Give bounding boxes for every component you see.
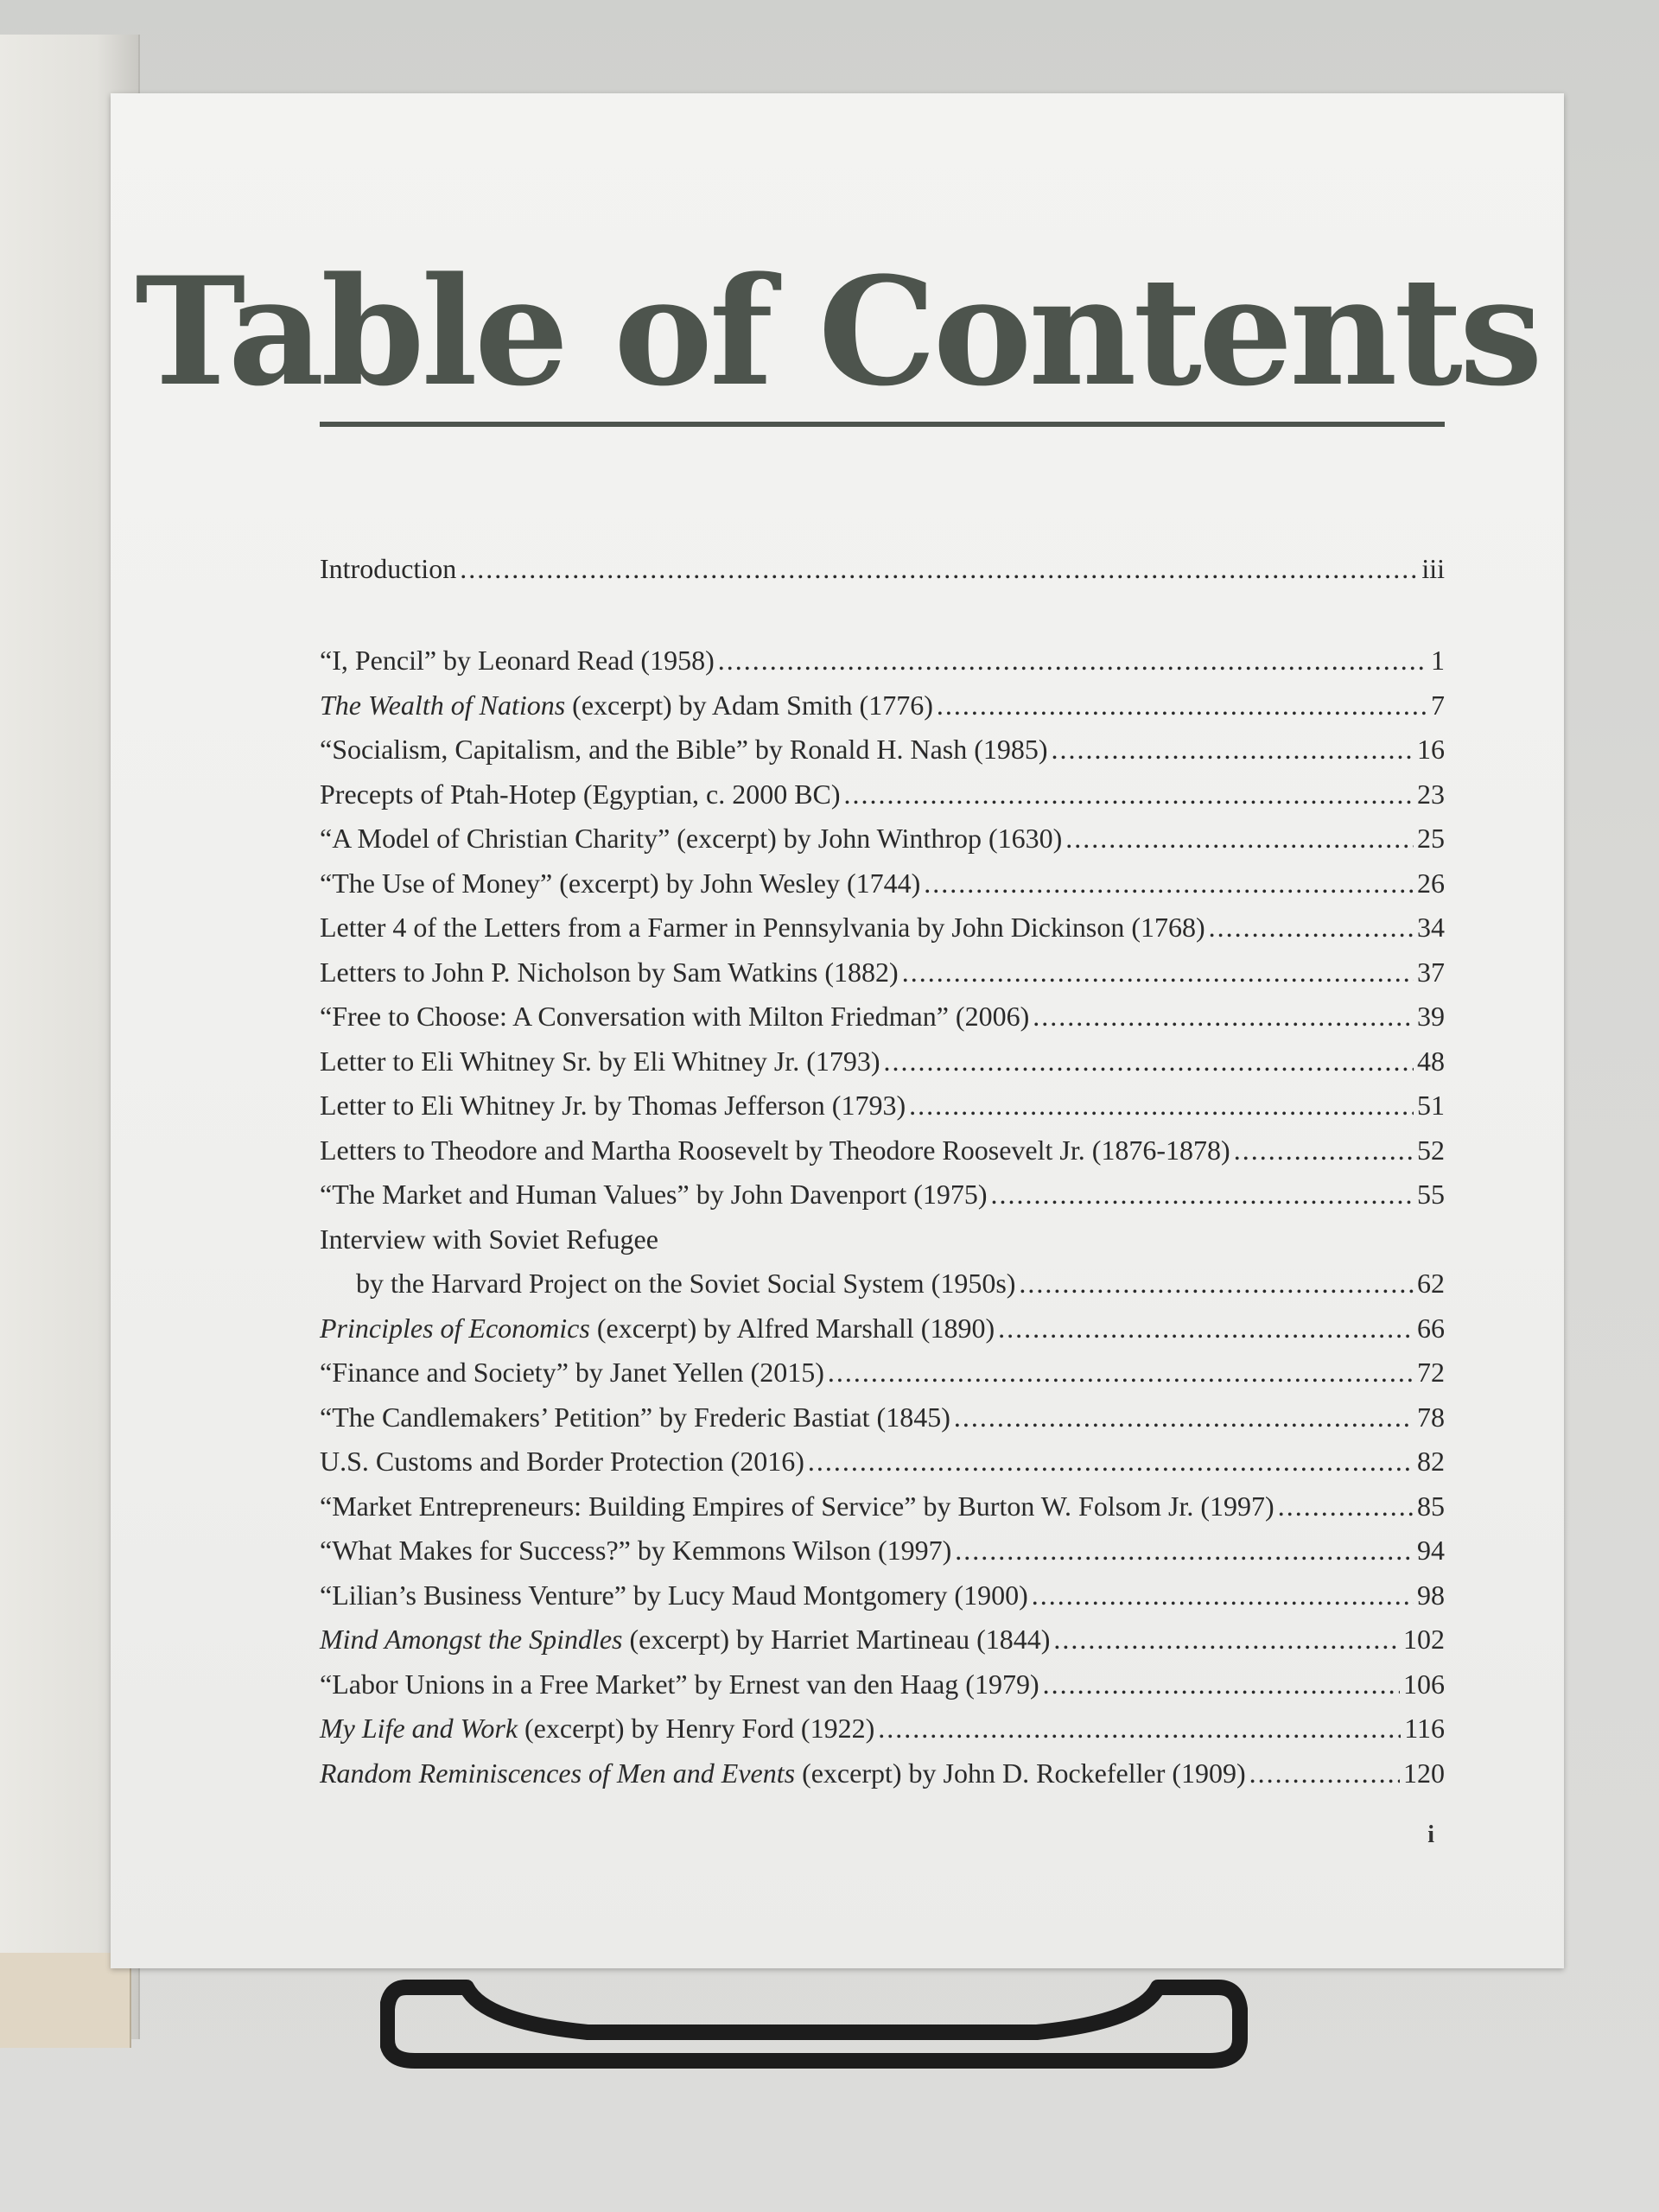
- table-of-contents: [320, 93, 1445, 1968]
- toc-entry-text: “Socialism, Capitalism, and the Bible” by Ronald H. Nash (1985): [320, 734, 1048, 765]
- toc-entry-label: [320, 1711, 874, 1745]
- toc-entry-title-italic: Principles of Economics: [320, 1312, 590, 1344]
- toc-entry-label: Introduction: [320, 553, 457, 584]
- toc-entry-page: 51: [1417, 1090, 1445, 1121]
- toc-entry-title-italic: Random Reminiscences of Men and Events: [320, 1757, 796, 1789]
- toc-entry-label: [320, 910, 1205, 944]
- dot-leader: [955, 1533, 1414, 1567]
- toc-entry-text: “The Use of Money” (excerpt) by John Wesley (1744): [320, 867, 921, 899]
- toc-entry-page: 78: [1417, 1401, 1445, 1433]
- dot-leader: [460, 551, 1418, 586]
- toc-entry-text: “Free to Choose: A Conversation with Milton Friedman” (2006): [320, 1001, 1030, 1032]
- dot-leader: [998, 1311, 1414, 1345]
- toc-entry-text: Letters to John P. Nicholson by Sam Watkins (1882): [320, 956, 899, 988]
- toc-entry-label: [320, 777, 841, 811]
- toc-entry[interactable]: [320, 866, 1445, 900]
- toc-entry-label: [320, 1622, 1050, 1656]
- toc-entry-label: [320, 866, 920, 900]
- toc-entry[interactable]: [320, 1133, 1445, 1167]
- toc-entry-text: Letter to Eli Whitney Sr. by Eli Whitney Jr. (1793): [320, 1045, 880, 1077]
- toc-entry-text: Letter to Eli Whitney Jr. by Thomas Jefferson (1793): [320, 1090, 906, 1121]
- toc-entry[interactable]: [320, 999, 1445, 1033]
- dot-leader: [937, 688, 1427, 722]
- page-number: i: [1427, 1821, 1434, 1848]
- toc-entry-page: 34: [1417, 912, 1445, 943]
- toc-entry-label: [320, 1044, 880, 1078]
- toc-entry-label: [356, 1266, 1015, 1300]
- toc-entry-text: “The Candlemakers’ Petition” by Frederic Bastiat (1845): [320, 1401, 950, 1433]
- dot-leader: [884, 1044, 1414, 1078]
- toc-entry-label: [320, 1533, 951, 1567]
- toc-entry-page: 116: [1404, 1713, 1445, 1744]
- dot-leader: [1234, 1133, 1414, 1167]
- book-page: [111, 93, 1564, 1968]
- toc-entry-page: 120: [1403, 1757, 1445, 1789]
- dot-leader: [1052, 732, 1414, 766]
- toc-entry-label: [320, 821, 1062, 855]
- toc-entry-text: “Labor Unions in a Free Market” by Ernest van den Haag (1979): [320, 1668, 1039, 1700]
- dot-leader: [1032, 1578, 1414, 1612]
- toc-entry-text: “I, Pencil” by Leonard Read (1958): [320, 645, 715, 676]
- toc-entry[interactable]: [320, 1622, 1445, 1656]
- toc-entry-page: 102: [1403, 1624, 1445, 1655]
- dot-leader: [1019, 1266, 1414, 1300]
- toc-entry-page: 85: [1417, 1490, 1445, 1522]
- toc-entry[interactable]: [320, 643, 1445, 677]
- toc-entry-text: (excerpt) by Adam Smith (1776): [565, 689, 933, 721]
- toc-entry[interactable]: [320, 821, 1445, 855]
- toc-entry-page: 52: [1417, 1134, 1445, 1166]
- toc-entry[interactable]: [320, 1355, 1445, 1389]
- toc-entry-page: 16: [1417, 734, 1445, 765]
- toc-entry-page: 37: [1417, 956, 1445, 988]
- dot-leader: [878, 1711, 1401, 1745]
- toc-entry[interactable]: [320, 688, 1445, 722]
- dot-leader: [718, 643, 1427, 677]
- toc-entry-text: “Lilian’s Business Venture” by Lucy Maud Montgomery (1900): [320, 1579, 1028, 1611]
- toc-entry-text: “What Makes for Success?” by Kemmons Wilson (1997): [320, 1535, 952, 1566]
- toc-entry-label: [320, 1667, 1039, 1701]
- toc-entry-page: 25: [1417, 823, 1445, 854]
- toc-entry-label: [320, 732, 1048, 766]
- dot-leader: [1065, 821, 1414, 855]
- toc-entry-page: iii: [1421, 553, 1445, 584]
- toc-entry[interactable]: [320, 1533, 1445, 1567]
- toc-entry-text: “A Model of Christian Charity” (excerpt) by John Winthrop (1630): [320, 823, 1063, 854]
- dot-leader: [909, 1088, 1414, 1122]
- toc-entry[interactable]: [320, 1088, 1445, 1122]
- toc-entry-text: (excerpt) by Alfred Marshall (1890): [589, 1312, 995, 1344]
- toc-entry-page: 94: [1417, 1535, 1445, 1566]
- toc-entry[interactable]: [320, 732, 1445, 766]
- toc-entry-label: [320, 643, 715, 677]
- toc-entry-label: [320, 688, 933, 722]
- dot-leader: [991, 1177, 1414, 1211]
- toc-entry[interactable]: [320, 1400, 1445, 1434]
- toc-entry-label: [320, 1489, 1274, 1523]
- toc-entry-text: U.S. Customs and Border Protection (2016): [320, 1446, 804, 1477]
- dot-leader: [844, 777, 1414, 811]
- page-title: Table of Contents: [135, 244, 1540, 419]
- toc-entry-page: 66: [1417, 1312, 1445, 1344]
- toc-entry-heading: [320, 1222, 1445, 1256]
- toc-entry-page: 82: [1417, 1446, 1445, 1477]
- toc-entry-page: 1: [1431, 645, 1445, 676]
- toc-entry-page: 48: [1417, 1045, 1445, 1077]
- dot-leader: [924, 866, 1414, 900]
- dot-leader: [954, 1400, 1414, 1434]
- book-stand: [380, 1970, 1253, 2074]
- toc-entry-text: (excerpt) by Harriet Martineau (1844): [622, 1624, 1051, 1655]
- toc-entry-label: [320, 1578, 1028, 1612]
- toc-entry-label: [320, 999, 1029, 1033]
- dot-leader: [1053, 1622, 1400, 1656]
- toc-entry-label: [320, 1133, 1230, 1167]
- toc-entry-text: “Finance and Society” by Janet Yellen (2015): [320, 1357, 824, 1388]
- toc-entry[interactable]: [320, 1177, 1445, 1211]
- toc-entry[interactable]: [320, 1311, 1445, 1345]
- toc-entry-label: [320, 1311, 995, 1345]
- toc-entry-title-italic: Mind Amongst the Spindles: [320, 1624, 623, 1655]
- toc-entry-page: 98: [1417, 1579, 1445, 1611]
- toc-entry-label: [320, 955, 899, 989]
- toc-entry-page: 23: [1417, 778, 1445, 810]
- dot-leader: [1278, 1489, 1414, 1523]
- toc-entry[interactable]: [320, 1489, 1445, 1523]
- toc-entry[interactable]: [320, 910, 1445, 944]
- dot-leader: [902, 955, 1414, 989]
- toc-entry-label: [320, 1177, 988, 1211]
- dot-leader: [1033, 999, 1414, 1033]
- toc-entry[interactable]: [320, 777, 1445, 811]
- toc-entry-text: Letters to Theodore and Martha Roosevelt by Theodore Roosevelt Jr. (1876-1878): [320, 1134, 1230, 1166]
- toc-entry-text: (excerpt) by Henry Ford (1922): [518, 1713, 875, 1744]
- toc-entry-page: 106: [1403, 1668, 1445, 1700]
- toc-entry-text: by the Harvard Project on the Soviet Social System (1950s): [356, 1268, 1016, 1299]
- dot-leader: [808, 1444, 1414, 1478]
- toc-entry-page: 39: [1417, 1001, 1445, 1032]
- toc-entry-text: Letter 4 of the Letters from a Farmer in Pennsylvania by John Dickinson (1768): [320, 912, 1205, 943]
- toc-entry-page: 72: [1417, 1357, 1445, 1388]
- toc-entry[interactable]: [320, 1266, 1445, 1300]
- toc-entry[interactable]: [320, 1667, 1445, 1701]
- toc-entry-introduction[interactable]: [320, 551, 1445, 586]
- toc-entry[interactable]: [320, 1756, 1445, 1790]
- toc-entry-title-italic: My Life and Work: [320, 1713, 518, 1744]
- toc-entry-page: 55: [1417, 1179, 1445, 1210]
- toc-entry-label: [320, 1088, 906, 1122]
- toc-entry-label: [320, 1400, 950, 1434]
- toc-entry-label: Interview with Soviet Refugee: [320, 1223, 658, 1255]
- dot-leader: [828, 1355, 1414, 1389]
- dot-leader: [1249, 1756, 1400, 1790]
- toc-entry-text: Precepts of Ptah-Hotep (Egyptian, c. 2000 BC): [320, 778, 841, 810]
- dot-leader: [1209, 910, 1414, 944]
- toc-entry-label: [320, 1444, 804, 1478]
- toc-entry[interactable]: [320, 1711, 1445, 1745]
- toc-entry[interactable]: [320, 1578, 1445, 1612]
- toc-entry-page: 7: [1431, 689, 1445, 721]
- toc-entry[interactable]: [320, 1444, 1445, 1478]
- toc-entry-text: (excerpt) by John D. Rockefeller (1909): [795, 1757, 1246, 1789]
- toc-entry-label: [320, 1355, 824, 1389]
- toc-entry-text: “Market Entrepreneurs: Building Empires of Service” by Burton W. Folsom Jr. (1997): [320, 1490, 1274, 1522]
- toc-entry[interactable]: [320, 1044, 1445, 1078]
- toc-entry-label: [320, 1756, 1246, 1790]
- toc-entry-text: “The Market and Human Values” by John Davenport (1975): [320, 1179, 988, 1210]
- dot-leader: [1043, 1667, 1400, 1701]
- toc-entry-page: 62: [1417, 1268, 1445, 1299]
- toc-entry[interactable]: [320, 955, 1445, 989]
- toc-entry-page: 26: [1417, 867, 1445, 899]
- toc-entry-title-italic: The Wealth of Nations: [320, 689, 566, 721]
